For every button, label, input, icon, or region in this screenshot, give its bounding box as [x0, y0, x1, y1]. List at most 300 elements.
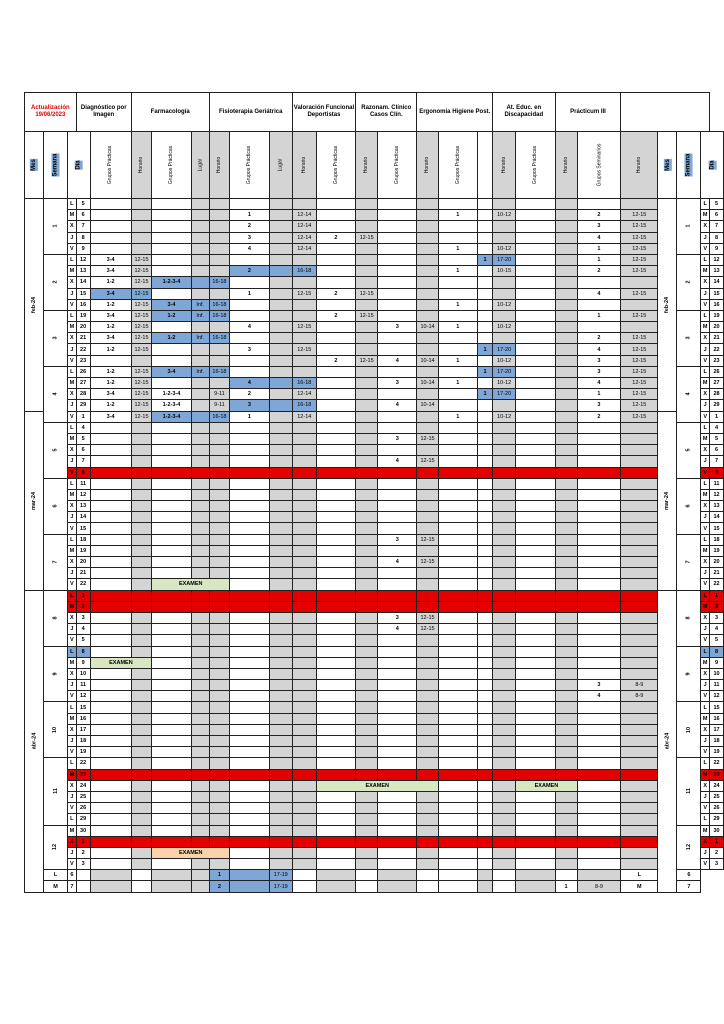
day-number-left: 19	[76, 310, 90, 321]
empty-cell	[356, 456, 378, 467]
day-number-left: 8	[76, 467, 90, 478]
empty-cell	[577, 579, 621, 590]
empty-cell	[209, 445, 230, 456]
week-text: 1	[52, 224, 59, 228]
empty-cell	[492, 199, 515, 210]
empty-cell	[152, 836, 191, 847]
table-row	[25, 624, 724, 635]
empty-cell	[292, 870, 316, 881]
day-number-left: 18	[76, 736, 90, 747]
day-number-left: 16	[76, 299, 90, 310]
empty-cell	[131, 557, 152, 568]
empty-cell	[438, 344, 477, 355]
empty-cell	[269, 758, 292, 769]
empty-cell	[191, 747, 209, 758]
schedule-sheet	[24, 92, 724, 893]
empty-cell	[621, 601, 658, 612]
empty-cell	[555, 601, 577, 612]
empty-cell	[492, 691, 515, 702]
day-letter-right: M	[701, 322, 710, 333]
day-number-right: 4	[710, 624, 724, 635]
cell-di-g: 1-2	[90, 344, 131, 355]
day-number-right: 6	[710, 445, 724, 456]
empty-cell	[492, 736, 515, 747]
empty-cell	[316, 702, 355, 713]
day-number-right: 23	[710, 769, 724, 780]
day-letter-right: L	[701, 702, 710, 713]
cell-fa-g: 1-2-3-4	[152, 400, 191, 411]
empty-cell	[191, 601, 209, 612]
empty-cell	[555, 378, 577, 389]
cell-fg-g: 2	[230, 389, 269, 400]
empty-cell	[152, 713, 191, 724]
empty-cell	[152, 624, 191, 635]
empty-cell	[356, 467, 378, 478]
empty-cell	[577, 870, 621, 881]
empty-cell	[621, 747, 658, 758]
empty-cell	[356, 221, 378, 232]
empty-cell	[378, 803, 417, 814]
day-number-right: 26	[710, 366, 724, 377]
empty-cell	[356, 299, 378, 310]
empty-cell	[516, 814, 555, 825]
empty-cell	[269, 724, 292, 735]
empty-cell	[292, 680, 316, 691]
empty-cell	[191, 400, 209, 411]
empty-cell	[577, 803, 621, 814]
empty-cell	[417, 635, 438, 646]
empty-cell	[621, 758, 658, 769]
empty-cell	[378, 758, 417, 769]
empty-cell	[555, 680, 577, 691]
empty-cell	[516, 310, 555, 321]
day-letter-left: X	[68, 277, 77, 288]
empty-cell	[378, 713, 417, 724]
empty-cell	[577, 199, 621, 210]
empty-cell	[209, 713, 230, 724]
empty-cell	[90, 814, 131, 825]
empty-cell	[438, 456, 477, 467]
cell-rc-h: 12-15	[417, 433, 438, 444]
empty-cell	[209, 601, 230, 612]
empty-cell	[478, 791, 493, 802]
empty-cell	[417, 389, 438, 400]
empty-cell	[516, 534, 555, 545]
empty-cell	[478, 870, 493, 881]
col-fg-grupos: Grupos Prácticas	[230, 132, 269, 199]
day-number-right: 19	[710, 310, 724, 321]
day-letter-right: L	[701, 310, 710, 321]
empty-cell	[316, 545, 355, 556]
empty-cell	[230, 467, 269, 478]
cell-di-h: 12-15	[131, 288, 152, 299]
cell-di-h: 12-15	[131, 411, 152, 422]
day-letter-left: V	[68, 355, 77, 366]
empty-cell	[516, 344, 555, 355]
empty-cell	[209, 646, 230, 657]
day-letter-left: X	[68, 668, 77, 679]
empty-cell	[417, 568, 438, 579]
empty-cell	[438, 478, 477, 489]
empty-cell	[152, 254, 191, 265]
empty-cell	[555, 557, 577, 568]
empty-cell	[378, 512, 417, 523]
cell-pr-h: 8-9	[577, 881, 621, 892]
empty-cell	[90, 422, 131, 433]
col-mes-right: Mes	[658, 132, 677, 199]
empty-cell	[438, 590, 477, 601]
empty-cell	[292, 859, 316, 870]
cell-fg-h: 17-19	[269, 870, 292, 881]
cell-pr-h: 12-15	[621, 210, 658, 221]
table-row	[25, 870, 724, 881]
empty-cell	[316, 870, 355, 881]
empty-cell	[516, 199, 555, 210]
empty-cell	[152, 433, 191, 444]
empty-cell	[152, 523, 191, 534]
empty-cell	[516, 870, 555, 881]
empty-cell	[478, 310, 493, 321]
cell-di-g: 3-4	[90, 389, 131, 400]
week-text: 3	[685, 336, 692, 340]
empty-cell	[555, 803, 577, 814]
empty-cell	[516, 691, 555, 702]
cell-fg-h: 12-14	[292, 210, 316, 221]
empty-cell	[316, 803, 355, 814]
day-number-right: 4	[710, 422, 724, 433]
week-text: 10	[685, 726, 692, 733]
empty-cell	[516, 389, 555, 400]
empty-cell	[90, 847, 131, 858]
empty-cell	[516, 378, 555, 389]
empty-cell	[438, 433, 477, 444]
empty-cell	[516, 747, 555, 758]
empty-cell	[230, 736, 269, 747]
empty-cell	[516, 523, 555, 534]
empty-cell	[90, 870, 131, 881]
empty-cell	[516, 836, 555, 847]
empty-cell	[621, 422, 658, 433]
empty-cell	[191, 422, 209, 433]
day-letter-left: X	[68, 501, 77, 512]
cell-pr-h: 8-9	[621, 680, 658, 691]
empty-cell	[152, 724, 191, 735]
empty-cell	[131, 780, 152, 791]
empty-cell	[478, 411, 493, 422]
empty-cell	[90, 355, 131, 366]
empty-cell	[316, 881, 355, 892]
day-letter-left: X	[68, 389, 77, 400]
day-letter-right: V	[701, 243, 710, 254]
day-letter-right: V	[701, 635, 710, 646]
update-date: 19/06/2023	[35, 112, 66, 118]
empty-cell	[516, 322, 555, 333]
empty-cell	[417, 512, 438, 523]
empty-cell	[356, 691, 378, 702]
empty-cell	[152, 568, 191, 579]
empty-cell	[478, 333, 493, 344]
table-row	[25, 579, 724, 590]
empty-cell	[356, 791, 378, 802]
update-cell	[25, 93, 77, 132]
day-number-left: 27	[76, 378, 90, 389]
empty-cell	[438, 702, 477, 713]
empty-cell	[152, 691, 191, 702]
empty-cell	[478, 523, 493, 534]
cell-fg-h: 12-14	[292, 389, 316, 400]
empty-cell	[209, 769, 230, 780]
header-right-blank	[621, 93, 710, 132]
empty-cell	[230, 713, 269, 724]
week-number-right	[677, 478, 701, 534]
empty-cell	[131, 534, 152, 545]
empty-cell	[316, 243, 355, 254]
cell-fg-l	[230, 870, 269, 881]
empty-cell	[90, 467, 131, 478]
empty-cell	[230, 646, 269, 657]
empty-cell	[230, 501, 269, 512]
month-text: mar-24	[31, 491, 38, 510]
day-number-right: 2	[710, 847, 724, 858]
cell-rc-h: 12-15	[417, 456, 438, 467]
empty-cell	[316, 422, 355, 433]
cell-di-h: 12-15	[131, 277, 152, 288]
empty-cell	[621, 668, 658, 679]
empty-cell	[209, 433, 230, 444]
day-letter-left: X	[68, 221, 77, 232]
empty-cell	[269, 489, 292, 500]
empty-cell	[209, 501, 230, 512]
day-number-left: 23	[76, 769, 90, 780]
empty-cell	[356, 579, 378, 590]
empty-cell	[516, 579, 555, 590]
day-number-left: 12	[76, 489, 90, 500]
cell-er-g: 1	[438, 378, 477, 389]
table-row	[25, 803, 724, 814]
day-letter-left: M	[68, 769, 77, 780]
empty-cell	[269, 568, 292, 579]
empty-cell	[292, 557, 316, 568]
cell-fg-g: 3	[230, 232, 269, 243]
empty-cell	[131, 445, 152, 456]
empty-cell	[209, 266, 230, 277]
empty-cell	[478, 512, 493, 523]
empty-cell	[516, 277, 555, 288]
empty-cell	[438, 791, 477, 802]
empty-cell	[378, 836, 417, 847]
empty-cell	[577, 277, 621, 288]
empty-cell	[621, 724, 658, 735]
empty-cell	[131, 803, 152, 814]
empty-cell	[292, 747, 316, 758]
cell-fg-h: 12-14	[292, 243, 316, 254]
empty-cell	[478, 501, 493, 512]
day-letter-left: X	[68, 333, 77, 344]
empty-cell	[90, 210, 131, 221]
cell-di-g: 1-2	[90, 299, 131, 310]
empty-cell	[621, 489, 658, 500]
empty-cell	[555, 501, 577, 512]
day-letter-left: M	[68, 489, 77, 500]
empty-cell	[378, 646, 417, 657]
empty-cell	[577, 568, 621, 579]
empty-cell	[577, 859, 621, 870]
empty-cell	[269, 478, 292, 489]
day-letter-right: V	[701, 523, 710, 534]
table-row	[25, 322, 724, 333]
table-row	[25, 366, 724, 377]
day-number-left: 9	[76, 243, 90, 254]
empty-cell	[269, 557, 292, 568]
empty-cell	[90, 680, 131, 691]
empty-cell	[378, 221, 417, 232]
subject-razonamiento-clinico: Razonam. Clínico Casos Clín.	[356, 93, 417, 132]
day-number-left: 25	[76, 791, 90, 802]
empty-cell	[356, 557, 378, 568]
day-number-left: 21	[76, 568, 90, 579]
empty-cell	[90, 668, 131, 679]
empty-cell	[209, 322, 230, 333]
day-letter-right: X	[701, 277, 710, 288]
empty-cell	[269, 780, 292, 791]
day-number-right: 29	[710, 400, 724, 411]
empty-cell	[209, 780, 230, 791]
day-number-left: 15	[76, 702, 90, 713]
empty-cell	[516, 668, 555, 679]
cell-fa-h: 9-11	[209, 389, 230, 400]
empty-cell	[516, 758, 555, 769]
table-row	[25, 266, 724, 277]
day-letter-right: J	[701, 288, 710, 299]
empty-cell	[131, 243, 152, 254]
empty-cell	[209, 825, 230, 836]
empty-cell	[577, 489, 621, 500]
empty-cell	[230, 635, 269, 646]
empty-cell	[131, 870, 152, 881]
empty-cell	[90, 724, 131, 735]
empty-cell	[577, 747, 621, 758]
empty-cell	[356, 210, 378, 221]
empty-cell	[438, 557, 477, 568]
empty-cell	[577, 601, 621, 612]
empty-cell	[356, 344, 378, 355]
empty-cell	[152, 791, 191, 802]
day-letter-right: M	[701, 433, 710, 444]
empty-cell	[438, 836, 477, 847]
empty-cell	[230, 657, 269, 668]
cell-rc-g: 3	[378, 534, 417, 545]
empty-cell	[492, 870, 515, 881]
empty-cell	[356, 646, 378, 657]
week-number-left	[44, 422, 68, 478]
empty-cell	[478, 590, 493, 601]
header-row-subjects	[25, 93, 724, 132]
cell-fg-h: 12-15	[292, 344, 316, 355]
empty-cell	[131, 881, 152, 892]
empty-cell	[356, 859, 378, 870]
empty-cell	[621, 557, 658, 568]
week-number-right	[677, 199, 701, 255]
empty-cell	[417, 814, 438, 825]
empty-cell	[516, 489, 555, 500]
cell-fg-l	[269, 266, 292, 277]
cell-fa-l	[191, 411, 209, 422]
empty-cell	[90, 825, 131, 836]
empty-cell	[438, 624, 477, 635]
day-letter-left: L	[68, 199, 77, 210]
empty-cell	[555, 310, 577, 321]
empty-cell	[417, 579, 438, 590]
month-label-right	[658, 199, 677, 412]
day-number-right: 14	[710, 277, 724, 288]
empty-cell	[230, 355, 269, 366]
empty-cell	[269, 355, 292, 366]
day-number-right: 19	[710, 747, 724, 758]
cell-pr-h: 12-15	[621, 288, 658, 299]
cell-pr-h: 12-15	[621, 310, 658, 321]
cell-fa-h: 16-18	[209, 277, 230, 288]
empty-cell	[316, 445, 355, 456]
empty-cell	[577, 534, 621, 545]
empty-cell	[209, 199, 230, 210]
empty-cell	[191, 243, 209, 254]
day-letter-right: J	[701, 847, 710, 858]
empty-cell	[555, 791, 577, 802]
day-letter-left: X	[68, 780, 77, 791]
day-letter-right: V	[701, 859, 710, 870]
cell-rc-h: 12-15	[417, 612, 438, 623]
empty-cell	[478, 657, 493, 668]
cell-rc-h: 12-15	[417, 557, 438, 568]
empty-cell	[230, 758, 269, 769]
empty-cell	[131, 199, 152, 210]
cell-fg-h: 12-15	[292, 322, 316, 333]
day-number-left: 8	[76, 646, 90, 657]
empty-cell	[269, 635, 292, 646]
empty-cell	[492, 557, 515, 568]
empty-cell	[417, 691, 438, 702]
empty-cell	[356, 322, 378, 333]
col-pr-grupos: Grupos Seminarios	[577, 132, 621, 199]
empty-cell	[356, 333, 378, 344]
empty-cell	[191, 680, 209, 691]
empty-cell	[577, 724, 621, 735]
cell-er-x: 1	[478, 254, 493, 265]
empty-cell	[269, 389, 292, 400]
empty-cell	[316, 456, 355, 467]
empty-cell	[191, 199, 209, 210]
empty-cell	[492, 523, 515, 534]
table-row	[25, 881, 724, 892]
empty-cell	[492, 568, 515, 579]
empty-cell	[438, 545, 477, 556]
empty-cell	[621, 322, 658, 333]
cell-er-h: 10-12	[492, 378, 515, 389]
day-number-right: 8	[710, 467, 724, 478]
empty-cell	[417, 277, 438, 288]
empty-cell	[621, 433, 658, 444]
empty-cell	[555, 859, 577, 870]
empty-cell	[378, 870, 417, 881]
table-row	[25, 534, 724, 545]
empty-cell	[438, 758, 477, 769]
empty-cell	[621, 859, 658, 870]
empty-cell	[131, 467, 152, 478]
empty-cell	[316, 612, 355, 623]
empty-cell	[356, 680, 378, 691]
day-number-left: 1	[76, 836, 90, 847]
cell-pr-h: 12-15	[621, 254, 658, 265]
